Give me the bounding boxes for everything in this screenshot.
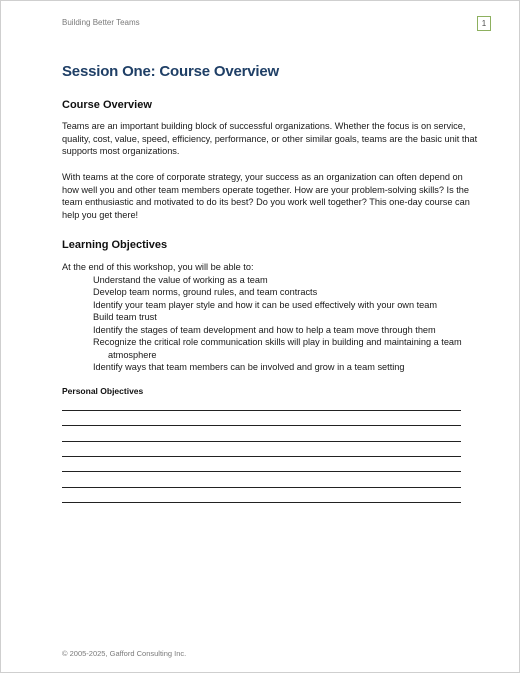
session-title: Session One: Course Overview bbox=[62, 63, 279, 80]
write-in-line bbox=[62, 425, 461, 426]
objective-item: Recognize the critical role communication skills will play in building and maintaining a team atmosphere bbox=[93, 337, 462, 360]
write-in-line bbox=[62, 471, 461, 472]
course-overview-paragraph-1: Teams are an important building block of successful organizations. Whether the focus is on service, quality, cost, value, speed, efficiency, performance, or other similar goals, teams are the basic unit that supports most organizations. bbox=[62, 121, 478, 156]
objective-item: Understand the value of working as a team bbox=[93, 274, 268, 285]
learning-objectives-intro: At the end of this workshop, you will be able to: bbox=[62, 262, 254, 272]
copyright-footer: © 2005-2025, Gafford Consulting Inc. bbox=[62, 649, 187, 658]
learning-objectives-heading: Learning Objectives bbox=[62, 239, 168, 251]
personal-objectives-heading: Personal Objectives bbox=[62, 386, 144, 396]
objective-item: Identify ways that team members can be involved and grow in a team setting bbox=[93, 362, 405, 372]
write-in-line bbox=[62, 456, 461, 457]
objective-item: Build team trust bbox=[93, 312, 157, 322]
write-in-line bbox=[62, 410, 461, 411]
course-overview-heading: Course Overview bbox=[62, 99, 152, 111]
write-in-line bbox=[62, 487, 461, 488]
learning-objectives-list bbox=[62, 274, 482, 374]
page-number-box: 1 bbox=[477, 16, 491, 31]
write-in-line bbox=[62, 441, 461, 442]
objective-item: Develop team norms, ground rules, and team contracts bbox=[93, 287, 318, 297]
objective-item: Identify the stages of team development and how to help a team move through them bbox=[93, 324, 436, 335]
course-overview-paragraph-2: With teams at the core of corporate strategy, your success as an organization can often depend on how well you and other team members operate together. How are your problem-solving skills? Is the team enthusiastic and motivated to do its best? Do you work well together? This one-day course can help you get there! bbox=[62, 172, 470, 220]
learning-objectives-block bbox=[62, 261, 482, 374]
running-header: Building Better Teams bbox=[62, 18, 140, 27]
objective-item: Identify your team player style and how it can be used effectively with your own team bbox=[93, 299, 438, 310]
write-in-line bbox=[62, 502, 461, 503]
